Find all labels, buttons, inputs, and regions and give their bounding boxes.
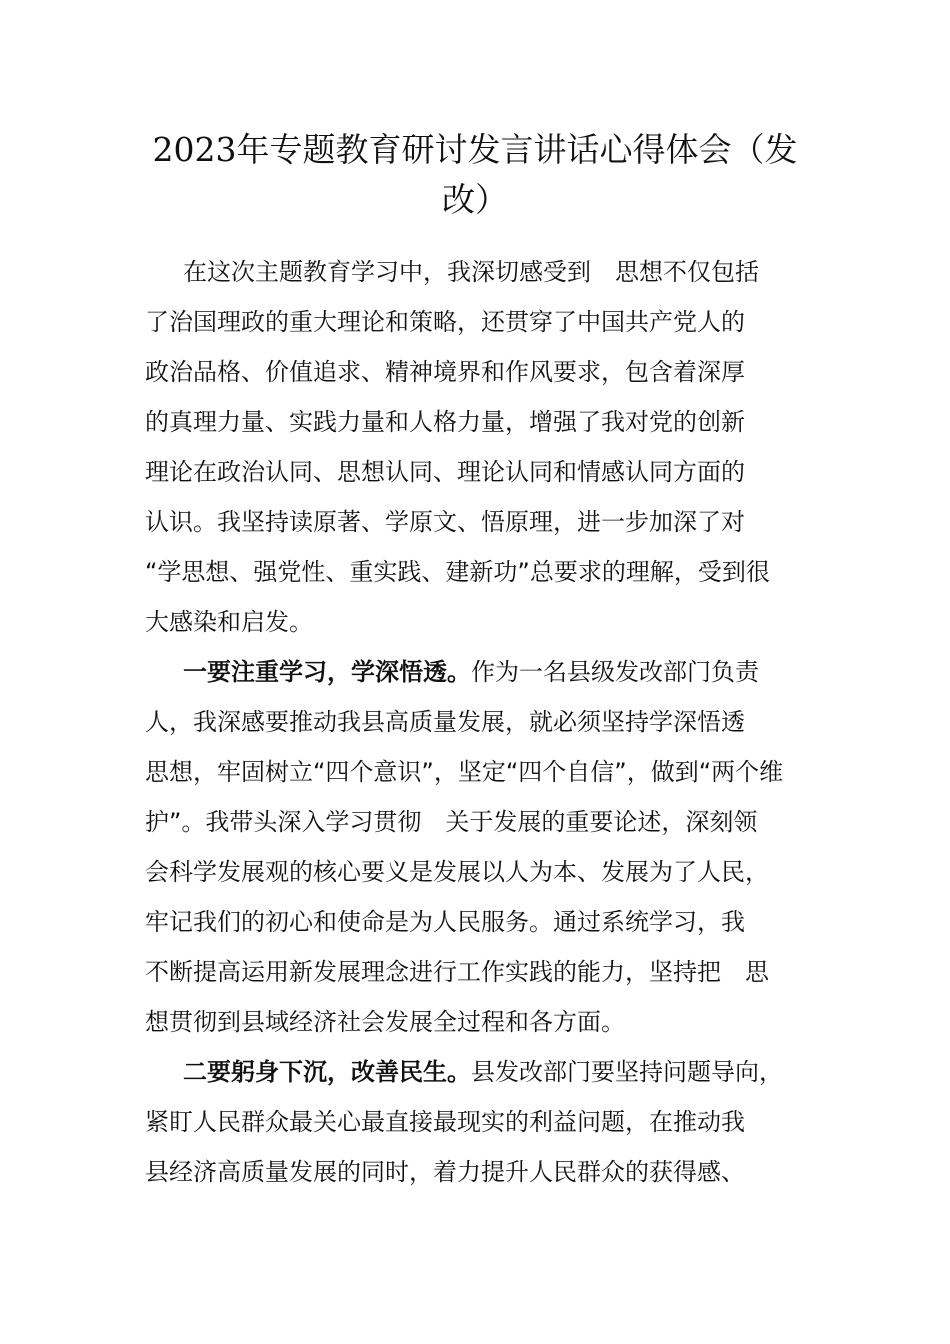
paragraph-line: 在这次主题教育学习中，我深切感受到 思想不仅包括 (183, 258, 759, 286)
paragraph-text: 县发改部门要坚持问题导向， (471, 1058, 783, 1086)
paragraph-line: 县经济高质量发展的同时，着力提升人民群众的获得感、 (145, 1158, 745, 1186)
paragraph-line: 护”。我带头深入学习贯彻 关于发展的重要论述，深刻领 (145, 808, 758, 836)
paragraph-first-line (145, 647, 825, 697)
paragraph-line: 想贯彻到县域经济社会发展全过程和各方面。 (145, 1008, 625, 1036)
paragraph-line: 了治国理政的重大理论和策略，还贯穿了中国共产党人的 (145, 308, 745, 336)
paragraph-line: 理论在政治认同、思想认同、理论认同和情感认同方面的 (145, 458, 745, 486)
paragraph-line: 紧盯人民群众最关心最直接最现实的利益问题，在推动我 (145, 1108, 745, 1136)
title-line: 2023年专题教育研讨发言讲话心得体会（发 (152, 130, 798, 169)
title-line: 改） (442, 180, 508, 219)
section-heading: 二要躬身下沉，改善民生。 (183, 1058, 471, 1086)
paragraph-study (145, 647, 825, 1047)
paragraph-line: 政治品格、价值追求、精神境界和作风要求，包含着深厚 (145, 358, 745, 386)
paragraph-intro (145, 247, 825, 647)
paragraph-first-line (145, 1047, 825, 1097)
document-body (145, 247, 825, 1197)
paragraph-line: 认识。我坚持读原著、学原文、悟原理，进一步加深了对 (145, 508, 745, 536)
paragraph-livelihood (145, 1047, 825, 1197)
paragraph-line: 不断提高运用新发展理念进行工作实践的能力，坚持把 思 (145, 958, 769, 986)
section-heading: 一要注重学习，学深悟透。 (183, 658, 471, 686)
paragraph-line: 思想，牢固树立“四个意识”，坚定“四个自信”，做到“两个维 (145, 758, 784, 786)
page-title (130, 125, 820, 225)
paragraph-text: 作为一名县级发改部门负责 (471, 658, 759, 686)
paragraph-line: 人，我深感要推动我县高质量发展，就必须坚持学深悟透 (145, 708, 745, 736)
paragraph-line: “学思想、强党性、重实践、建新功”总要求的理解，受到很 (145, 558, 770, 586)
paragraph-line: 牢记我们的初心和使命是为人民服务。通过系统学习，我 (145, 908, 745, 936)
paragraph-line: 会科学发展观的核心要义是发展以人为本、发展为了人民， (145, 858, 769, 886)
paragraph-line: 大感染和启发。 (145, 608, 313, 636)
paragraph-line: 的真理力量、实践力量和人格力量，增强了我对党的创新 (145, 408, 745, 436)
